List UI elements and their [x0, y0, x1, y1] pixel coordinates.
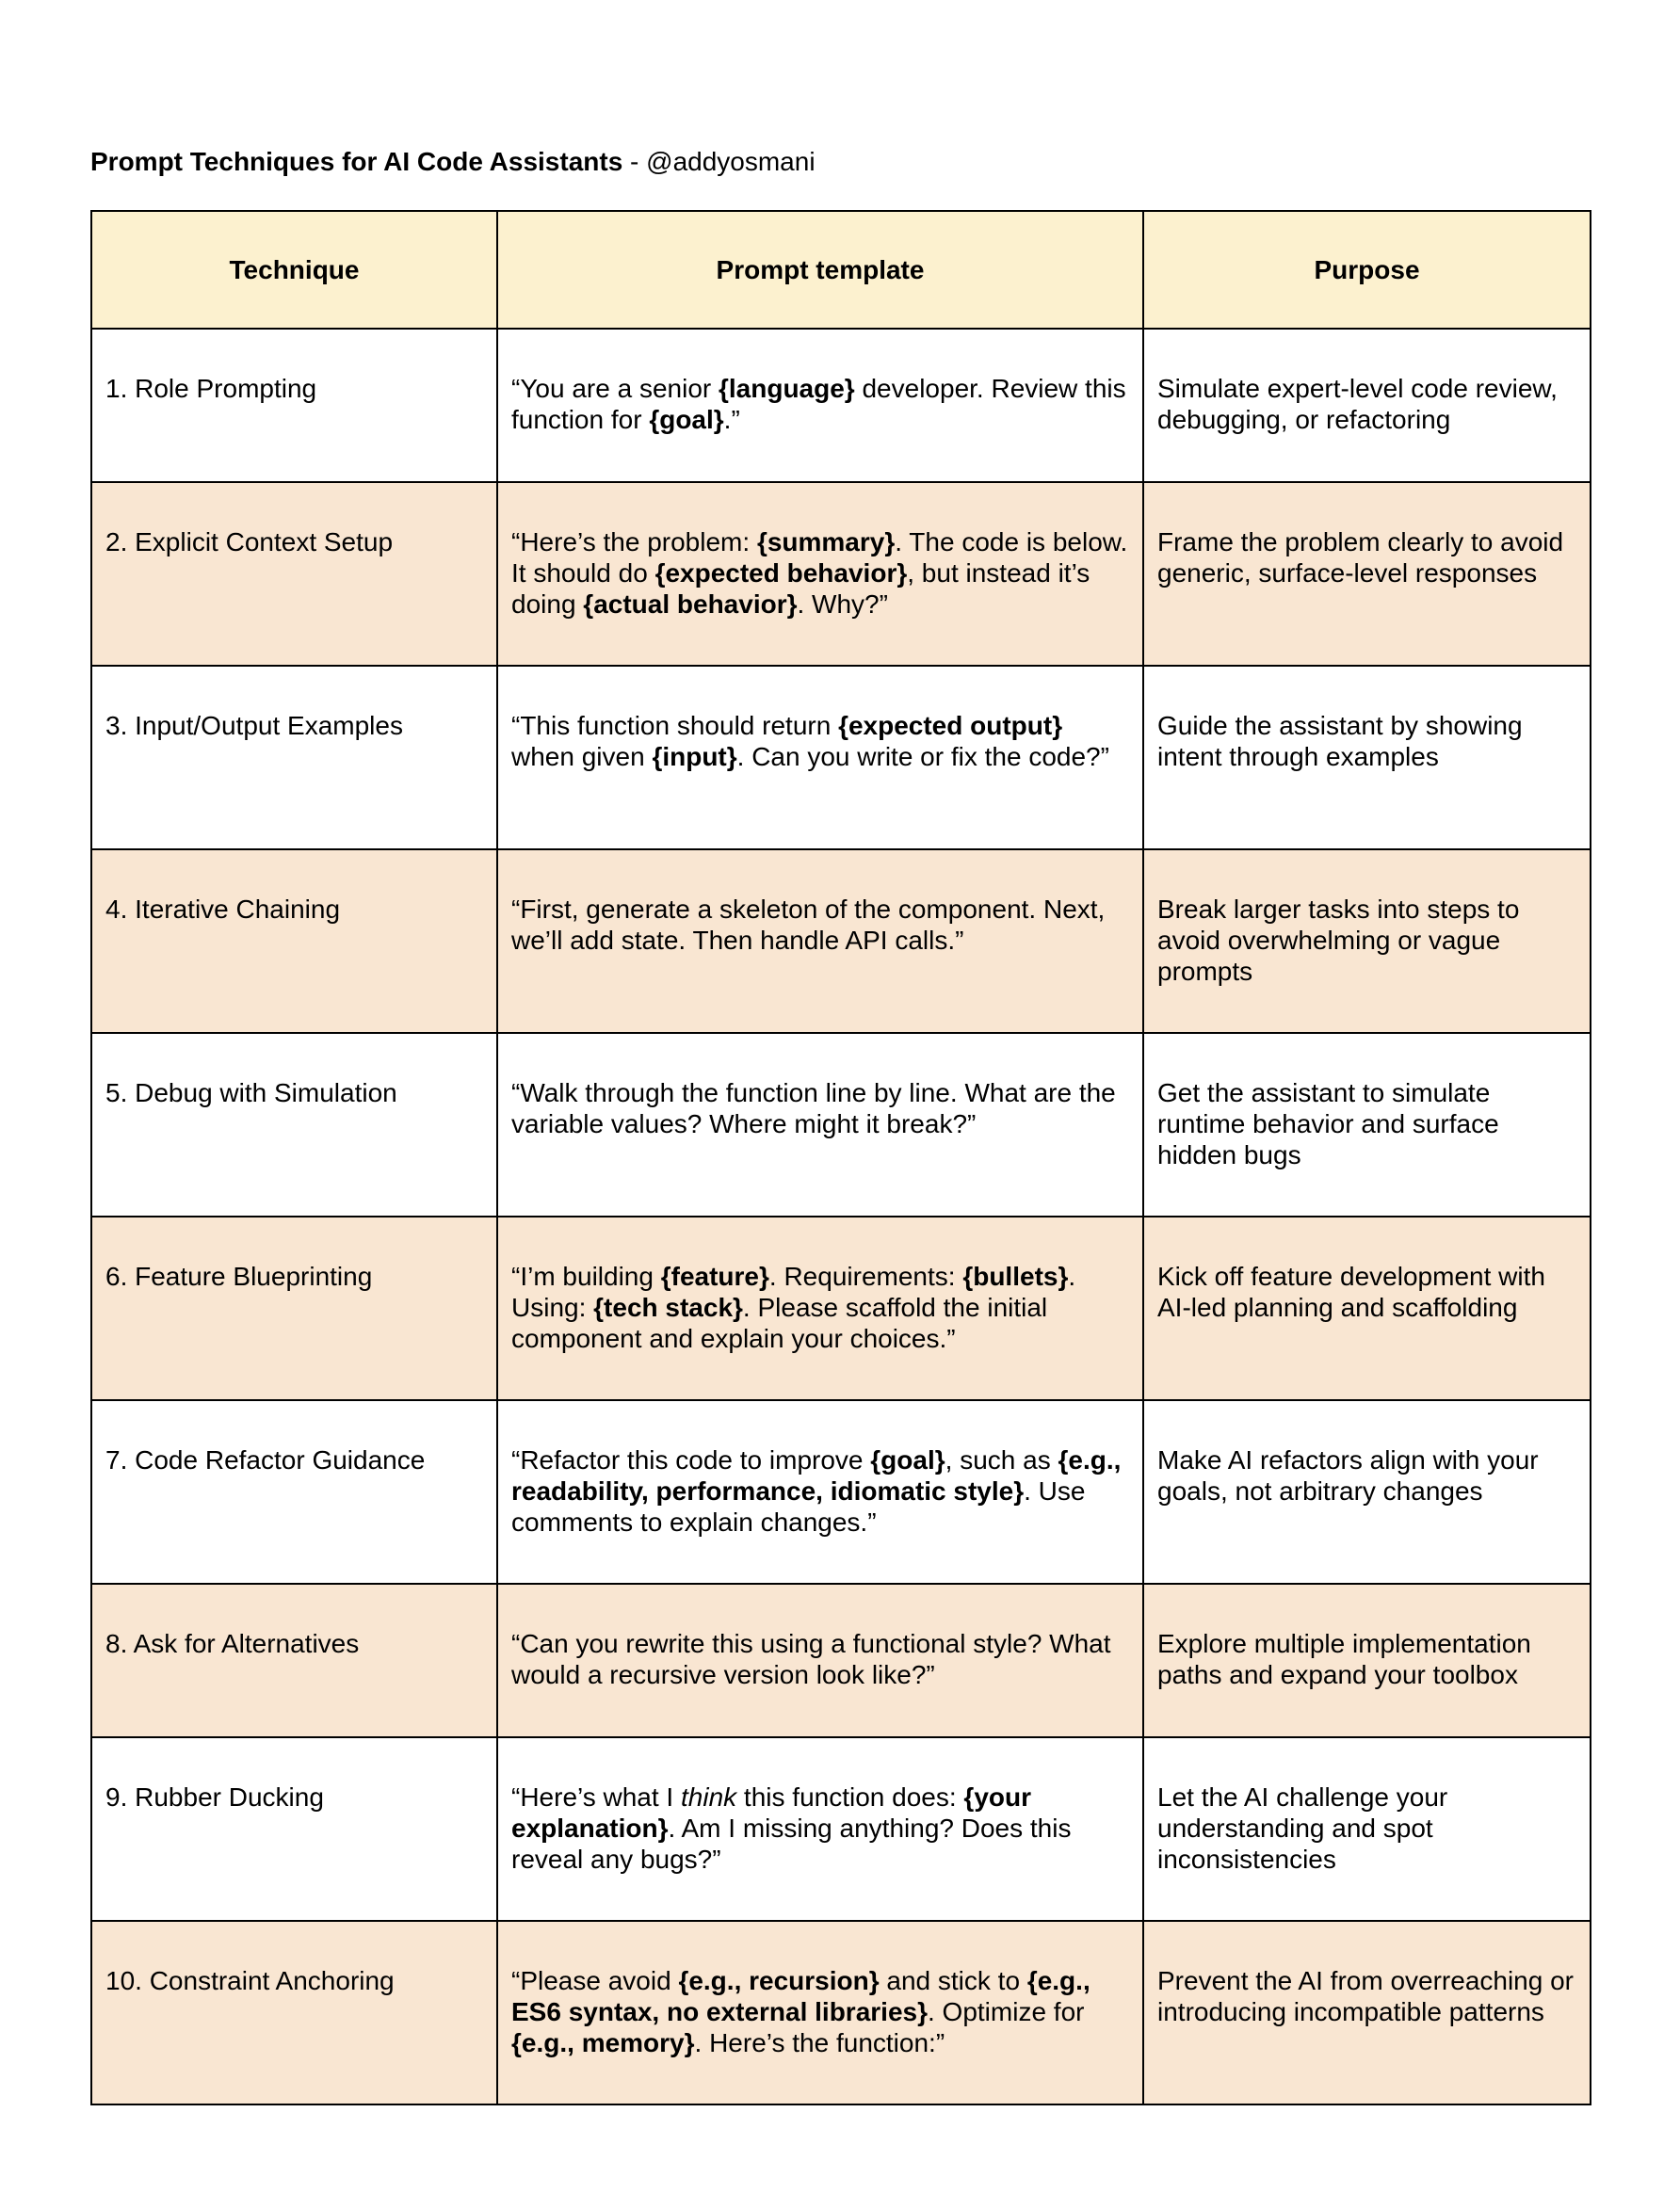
purpose-cell: Kick off feature development with AI-led planning and scaffolding [1143, 1217, 1591, 1400]
technique-cell: 4. Iterative Chaining [91, 849, 497, 1033]
prompt-template-cell [497, 1921, 1143, 2104]
prompt-template-cell [497, 666, 1143, 849]
prompt-text: . Can you write or fix the code?” [736, 742, 1109, 771]
technique-cell: 7. Code Refactor Guidance [91, 1400, 497, 1584]
prompt-template-cell [497, 329, 1143, 482]
placeholder-token: {actual behavior} [583, 589, 798, 619]
prompt-template-cell [497, 482, 1143, 666]
placeholder-token: {summary} [756, 527, 896, 556]
placeholder-token: {tech stack} [593, 1293, 743, 1322]
prompt-text: , such as [945, 1445, 1058, 1475]
placeholder-token: {expected behavior} [654, 558, 908, 588]
placeholder-token: {e.g., ES6 syntax, no external libraries} [511, 1966, 1090, 2026]
purpose-cell: Frame the problem clearly to avoid generic, surface-level responses [1143, 482, 1591, 666]
technique-cell: 8. Ask for Alternatives [91, 1584, 497, 1737]
prompt-text: this function does: [736, 1782, 964, 1812]
prompt-text: .” [723, 405, 740, 434]
technique-cell: 9. Rubber Ducking [91, 1737, 497, 1921]
prompt-text: “Here’s the problem: [511, 527, 757, 556]
title-author: - @addyosmani [622, 147, 816, 176]
prompt-text: . Am I missing anything? Does this reveal any bugs?” [511, 1814, 1072, 1874]
document-title [90, 146, 816, 178]
placeholder-token: {e.g., memory} [511, 2028, 695, 2057]
table-header-row [91, 211, 1591, 329]
prompt-template-cell [497, 1400, 1143, 1584]
table-row [91, 849, 1591, 1033]
placeholder-token: {your explanation} [511, 1782, 1031, 1843]
prompt-template-cell [497, 849, 1143, 1033]
purpose-cell: Break larger tasks into steps to avoid overwhelming or vague prompts [1143, 849, 1591, 1033]
prompt-text: “Can you rewrite this using a functional style? What would a recursive version look like?” [511, 1629, 1111, 1689]
prompt-text: and stick to [879, 1966, 1027, 1995]
prompt-text: . Optimize for [927, 1997, 1085, 2026]
prompt-text: developer. Review this function for [511, 374, 1126, 434]
placeholder-token: {input} [652, 742, 737, 771]
prompt-text: “First, generate a skeleton of the component. Next, we’ll add state. Then handle API calls.” [511, 895, 1106, 955]
placeholder-token: {goal} [649, 405, 724, 434]
prompt-text: “Here’s what I [511, 1782, 681, 1812]
technique-cell: 1. Role Prompting [91, 329, 497, 482]
placeholder-token: {goal} [870, 1445, 945, 1475]
technique-cell: 6. Feature Blueprinting [91, 1217, 497, 1400]
prompt-text: . Using: [511, 1262, 1076, 1322]
header-purpose: Purpose [1143, 211, 1591, 329]
placeholder-token: {e.g., readability, performance, idiomatic style} [511, 1445, 1122, 1506]
prompt-techniques-table [90, 210, 1591, 2105]
technique-cell: 10. Constraint Anchoring [91, 1921, 497, 2104]
purpose-cell: Explore multiple implementation paths and expand your toolbox [1143, 1584, 1591, 1737]
technique-cell: 5. Debug with Simulation [91, 1033, 497, 1217]
prompt-template-cell [497, 1033, 1143, 1217]
prompt-text: when given [511, 742, 653, 771]
placeholder-token: {e.g., recursion} [678, 1966, 880, 1995]
purpose-cell: Get the assistant to simulate runtime behavior and surface hidden bugs [1143, 1033, 1591, 1217]
purpose-cell: Let the AI challenge your understanding and spot inconsistencies [1143, 1737, 1591, 1921]
table-body [91, 329, 1591, 2104]
purpose-cell: Make AI refactors align with your goals, not arbitrary changes [1143, 1400, 1591, 1584]
prompt-text: . The code is below. It should do [511, 527, 1128, 588]
table-row [91, 1217, 1591, 1400]
prompt-template-cell [497, 1737, 1143, 1921]
prompt-template-cell [497, 1584, 1143, 1737]
purpose-cell: Simulate expert-level code review, debugging, or refactoring [1143, 329, 1591, 482]
prompt-text: , but instead it’s doing [511, 558, 1090, 619]
prompt-text: “You are a senior [511, 374, 719, 403]
technique-cell: 3. Input/Output Examples [91, 666, 497, 849]
purpose-cell: Guide the assistant by showing intent through examples [1143, 666, 1591, 849]
table-row [91, 1737, 1591, 1921]
table-row [91, 482, 1591, 666]
prompt-text: . Please scaffold the initial component and explain your choices.” [511, 1293, 1048, 1353]
placeholder-token: {language} [719, 374, 855, 403]
emphasis-text: think [681, 1782, 737, 1812]
table-row [91, 666, 1591, 849]
table-row [91, 1584, 1591, 1737]
prompt-text: . Use comments to explain changes.” [511, 1476, 1086, 1537]
prompt-text: . Why?” [797, 589, 888, 619]
prompt-text: “I’m building [511, 1262, 661, 1291]
purpose-cell: Prevent the AI from overreaching or introducing incompatible patterns [1143, 1921, 1591, 2104]
table-row [91, 1400, 1591, 1584]
technique-cell: 2. Explicit Context Setup [91, 482, 497, 666]
prompt-template-cell [497, 1217, 1143, 1400]
placeholder-token: {expected output} [838, 711, 1063, 740]
header-technique: Technique [91, 211, 497, 329]
prompt-text: . Requirements: [768, 1262, 963, 1291]
prompt-text: . Here’s the function:” [694, 2028, 945, 2057]
placeholder-token: {bullets} [962, 1262, 1069, 1291]
title-main: Prompt Techniques for AI Code Assistants [90, 147, 623, 176]
placeholder-token: {feature} [660, 1262, 769, 1291]
prompt-text: “Refactor this code to improve [511, 1445, 871, 1475]
table-row [91, 1033, 1591, 1217]
header-prompt-template: Prompt template [497, 211, 1143, 329]
prompt-text: “Walk through the function line by line. What are the variable values? Where might it break?” [511, 1078, 1116, 1138]
prompt-text: “Please avoid [511, 1966, 679, 1995]
prompt-text: “This function should return [511, 711, 839, 740]
table-row [91, 329, 1591, 482]
table-row [91, 1921, 1591, 2104]
